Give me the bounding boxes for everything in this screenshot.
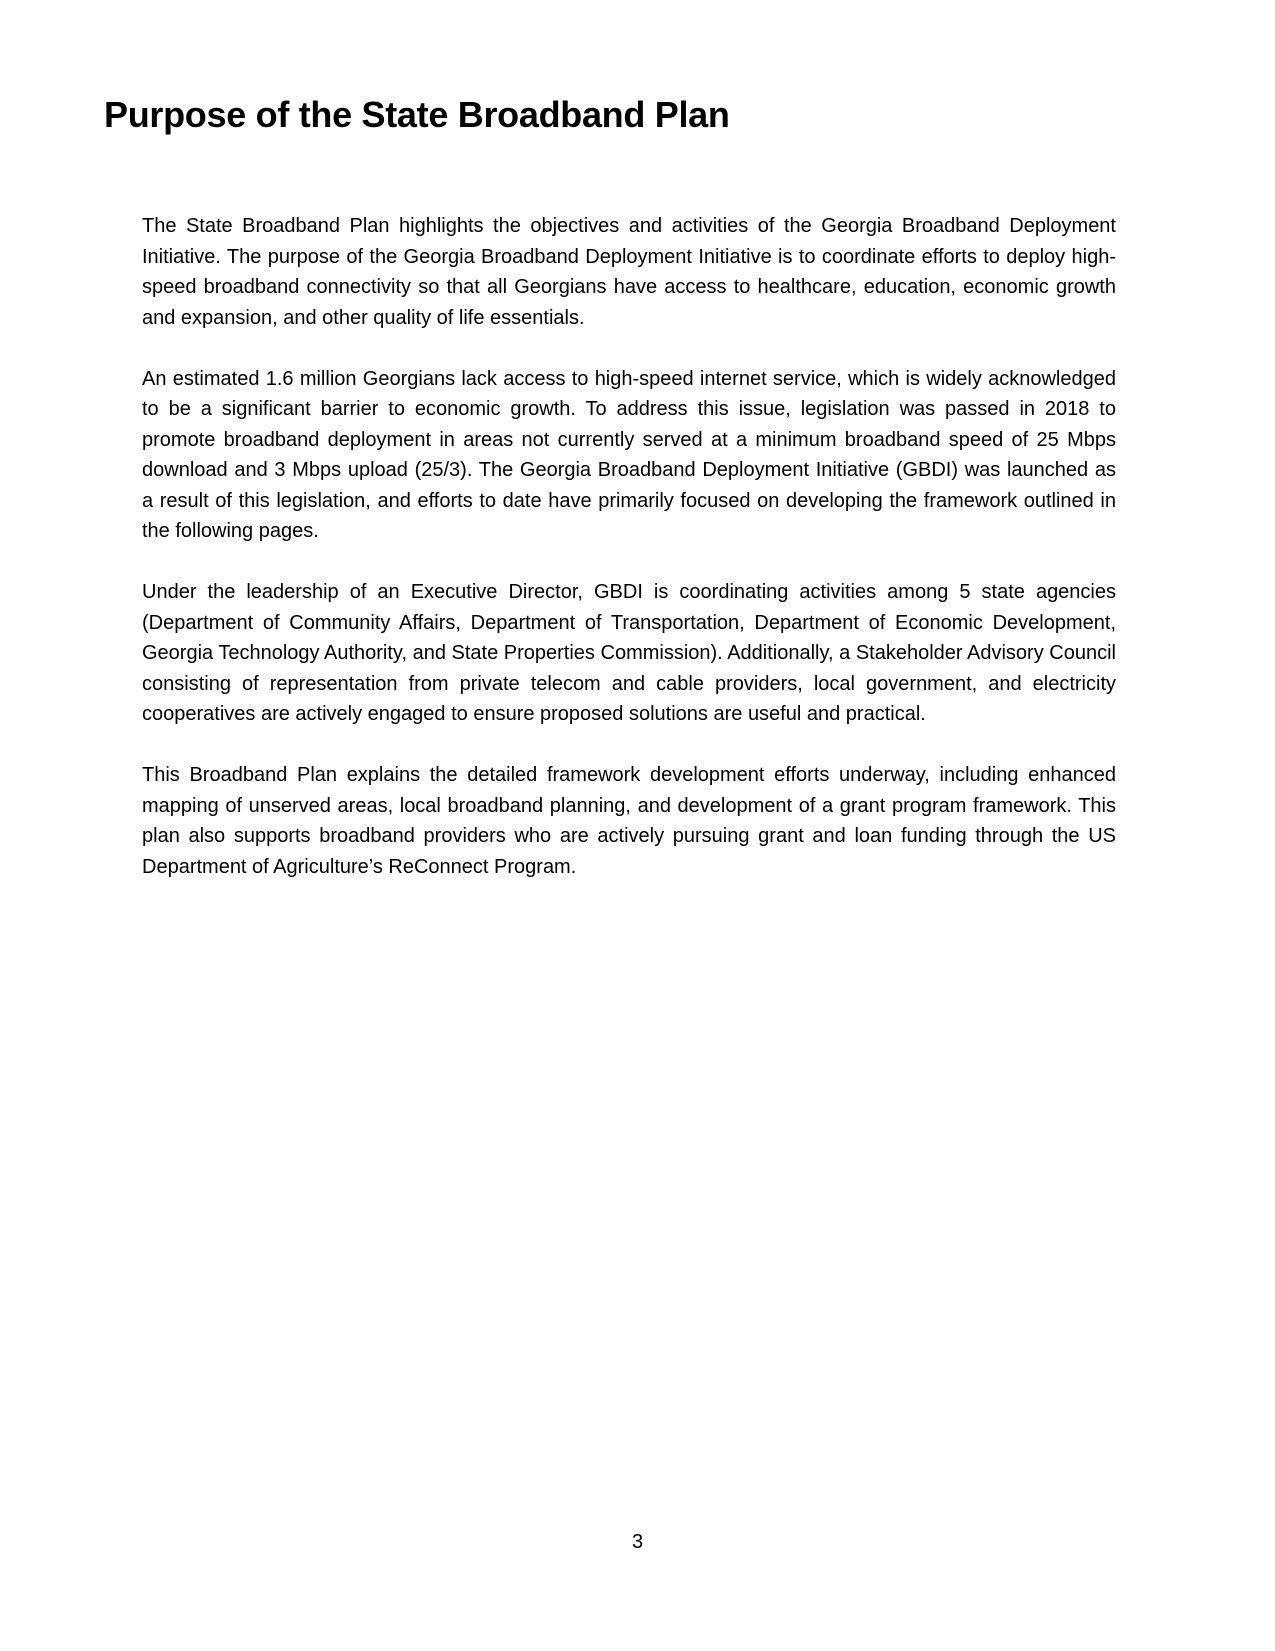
body-text [142,211,1116,913]
page-number: 3 [631,1531,644,1553]
paragraph-access-gap: An estimated 1.6 million Georgians lack access to high-speed internet service, which is widely acknowledged to be a significant barrier to economic growth. To address this issue, legislation was passed in 2018 to promote broadband deployment in areas not currently served at a minimum broadband speed of 25 Mbps download and 3 Mbps upload (25/3). The Georgia Broadband Deployment Initiative (GBDI) was launched as a result of this legislation, and efforts to date have primarily focused on developing the framework outlined in the following pages. [142,367,1116,542]
paragraph-plan-summary: This Broadband Plan explains the detailed framework development efforts underway, including enhanced mapping of unserved areas, local broadband planning, and development of a grant program framework. This plan also supports broadband providers who are actively pursuing grant and loan funding through the US Department of Agriculture’s ReConnect Program. [142,764,1116,878]
paragraph-leadership: Under the leadership of an Executive Director, GBDI is coordinating activities among 5 state agencies (Department of Community Affairs, Department of Transportation, Department of Economic Development, Georgia Technology Authority, and State Properties Commission). Additionally, a Stakeholder Advisory Council consisting of representation from private telecom and cable providers, local government, and electricity cooperatives are actively engaged to ensure proposed solutions are useful and practical. [142,581,1116,725]
page-title: Purpose of the State Broadband Plan [104,94,730,135]
paragraph-intro: The State Broadband Plan highlights the objectives and activities of the Georgia Broadband Deployment Initiative. The purpose of the Georgia Broadband Deployment Initiative is to coordinate efforts to deploy high-speed broadband connectivity so that all Georgians have access to healthcare, education, economic growth and expansion, and other quality of life essentials. [142,215,1116,329]
